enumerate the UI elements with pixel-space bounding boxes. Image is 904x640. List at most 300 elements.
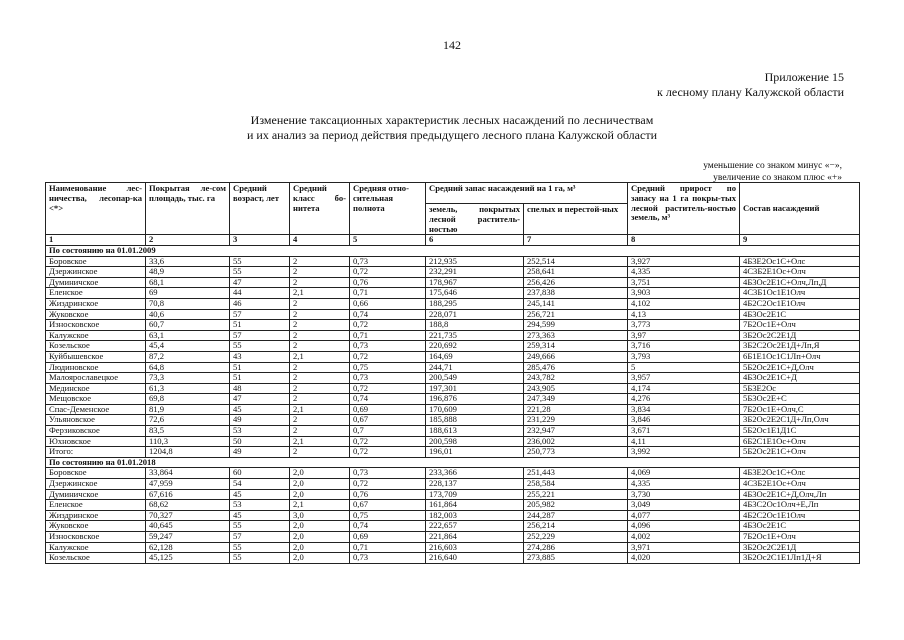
- table-row: [46, 500, 860, 511]
- cell-average-growth: 3,957: [628, 373, 740, 384]
- cell-average-growth: 3,049: [628, 500, 740, 511]
- cell-forestry-name: Жиздринское: [46, 510, 146, 521]
- cell-stock-forested: 175,646: [426, 288, 524, 299]
- cell-average-growth: 3,793: [628, 351, 740, 362]
- cell-site-class: 2: [290, 277, 350, 288]
- section-label: По состоянию на 01.01.2018: [46, 457, 860, 468]
- cell-average-age: 55: [230, 256, 290, 267]
- cell-relative-density: 0,74: [350, 521, 426, 532]
- cell-stock-mature: 258,584: [524, 479, 628, 490]
- cell-average-growth: 4,096: [628, 521, 740, 532]
- cell-average-age: 53: [230, 500, 290, 511]
- cell-stock-mature: 243,905: [524, 383, 628, 394]
- cell-composition: 4Б3Ос2Е1С: [740, 309, 860, 320]
- cell-forestry-name: Износковское: [46, 532, 146, 543]
- cell-average-age: 45: [230, 404, 290, 415]
- cell-composition: 4Б3Ос2Е1С: [740, 521, 860, 532]
- cell-stock-forested: 185,888: [426, 415, 524, 426]
- cell-composition: 5Б2Ос1Е1Д1С: [740, 426, 860, 437]
- cell-average-growth: 3,927: [628, 256, 740, 267]
- cell-composition: 3Б2Ос2Е2С1Д+Лп,Олч: [740, 415, 860, 426]
- cell-forested-area: 68,1: [146, 277, 230, 288]
- cell-site-class: 2,1: [290, 288, 350, 299]
- cell-composition: 4Б3Е2Ос1С+Олс: [740, 256, 860, 267]
- cell-forested-area: 61,3: [146, 383, 230, 394]
- cell-stock-forested: 200,598: [426, 436, 524, 447]
- header-forestry: Наименование лес-ничества, лесопар-ка <*>: [46, 183, 146, 235]
- cell-forested-area: 81,9: [146, 404, 230, 415]
- cell-stock-forested: 170,609: [426, 404, 524, 415]
- cell-average-age: 48: [230, 383, 290, 394]
- cell-forestry-name: Итого:: [46, 447, 146, 458]
- cell-composition: 6Б2С1Е1Ос+Олч: [740, 436, 860, 447]
- table-row: [46, 256, 860, 267]
- cell-average-age: 45: [230, 489, 290, 500]
- cell-composition: 4Б2С2Ос1Е1Олч: [740, 298, 860, 309]
- column-number: 4: [290, 235, 350, 246]
- cell-stock-mature: 245,141: [524, 298, 628, 309]
- cell-stock-forested: 221,735: [426, 330, 524, 341]
- cell-average-age: 49: [230, 447, 290, 458]
- appendix-line-2: к лесному плану Калужской области: [657, 85, 844, 99]
- cell-site-class: 2,0: [290, 542, 350, 553]
- cell-stock-mature: 232,947: [524, 426, 628, 437]
- cell-stock-mature: 252,229: [524, 532, 628, 543]
- cell-forested-area: 110,3: [146, 436, 230, 447]
- cell-average-growth: 4,335: [628, 479, 740, 490]
- cell-forestry-name: Спас-Деменское: [46, 404, 146, 415]
- header-site-class: Средний класс бо-нитета: [290, 183, 350, 235]
- cell-forested-area: 69: [146, 288, 230, 299]
- cell-forestry-name: Боровское: [46, 256, 146, 267]
- column-number: 1: [46, 235, 146, 246]
- cell-average-age: 49: [230, 415, 290, 426]
- cell-relative-density: 0,73: [350, 341, 426, 352]
- cell-average-age: 47: [230, 277, 290, 288]
- cell-average-age: 45: [230, 510, 290, 521]
- cell-relative-density: 0,76: [350, 489, 426, 500]
- cell-forested-area: 59,247: [146, 532, 230, 543]
- cell-relative-density: 0,71: [350, 288, 426, 299]
- column-number: 2: [146, 235, 230, 246]
- cell-relative-density: 0,72: [350, 383, 426, 394]
- cell-stock-forested: 233,366: [426, 468, 524, 479]
- title-line-1: Изменение таксационных характеристик лесных насаждений по лесничествам: [250, 113, 654, 127]
- page-number: 142: [443, 38, 461, 52]
- cell-forestry-name: Износковское: [46, 320, 146, 331]
- cell-forestry-name: Калужское: [46, 330, 146, 341]
- cell-average-age: 50: [230, 436, 290, 447]
- cell-average-age: 57: [230, 309, 290, 320]
- cell-relative-density: 0,73: [350, 553, 426, 564]
- cell-relative-density: 0,74: [350, 309, 426, 320]
- cell-stock-forested: 222,657: [426, 521, 524, 532]
- cell-composition: 4С3Б2Е1Ос+Олч: [740, 267, 860, 278]
- cell-forested-area: 1204,8: [146, 447, 230, 458]
- cell-forested-area: 64,8: [146, 362, 230, 373]
- cell-forestry-name: Куйбышевское: [46, 351, 146, 362]
- cell-site-class: 2,0: [290, 532, 350, 543]
- cell-average-growth: 3,992: [628, 447, 740, 458]
- cell-stock-mature: 236,002: [524, 436, 628, 447]
- cell-forested-area: 69,8: [146, 394, 230, 405]
- cell-average-growth: 3,97: [628, 330, 740, 341]
- cell-average-growth: 4,276: [628, 394, 740, 405]
- cell-forested-area: 45,125: [146, 553, 230, 564]
- cell-forested-area: 87,2: [146, 351, 230, 362]
- cell-site-class: 2: [290, 383, 350, 394]
- table-row: [46, 553, 860, 564]
- cell-stock-mature: 258,641: [524, 267, 628, 278]
- table-row: [46, 542, 860, 553]
- cell-stock-mature: 285,476: [524, 362, 628, 373]
- cell-relative-density: 0,72: [350, 267, 426, 278]
- cell-stock-mature: 221,28: [524, 404, 628, 415]
- cell-stock-forested: 212,935: [426, 256, 524, 267]
- cell-stock-forested: 178,967: [426, 277, 524, 288]
- cell-stock-mature: 273,885: [524, 553, 628, 564]
- cell-composition: 4С3Б1Ос1Е1Олч: [740, 288, 860, 299]
- cell-stock-mature: 255,221: [524, 489, 628, 500]
- cell-forestry-name: Думиничское: [46, 489, 146, 500]
- cell-relative-density: 0,7: [350, 426, 426, 437]
- header-composition: Состав насаждений: [740, 183, 860, 235]
- cell-average-age: 43: [230, 351, 290, 362]
- cell-forested-area: 45,4: [146, 341, 230, 352]
- cell-average-growth: 4,069: [628, 468, 740, 479]
- cell-forestry-name: Мещовское: [46, 394, 146, 405]
- cell-composition: 5Б3Ос2Е+С: [740, 394, 860, 405]
- cell-forested-area: 48,9: [146, 267, 230, 278]
- section-header-row: [46, 457, 860, 468]
- cell-forested-area: 63,1: [146, 330, 230, 341]
- cell-average-growth: 4,102: [628, 298, 740, 309]
- cell-average-age: 46: [230, 298, 290, 309]
- cell-site-class: 2: [290, 267, 350, 278]
- cell-forestry-name: Юхновское: [46, 436, 146, 447]
- header-stock-mature: спелых и перестой-ных: [524, 204, 628, 235]
- cell-site-class: 2,1: [290, 436, 350, 447]
- cell-stock-forested: 196,876: [426, 394, 524, 405]
- cell-stock-mature: 259,314: [524, 341, 628, 352]
- cell-average-growth: 3,834: [628, 404, 740, 415]
- cell-site-class: 2: [290, 320, 350, 331]
- table-row: [46, 521, 860, 532]
- cell-composition: 5Б2Ос2Е1С+Д,Олч: [740, 362, 860, 373]
- table-row: [46, 510, 860, 521]
- column-number: 9: [740, 235, 860, 246]
- cell-relative-density: 0,73: [350, 256, 426, 267]
- cell-forested-area: 67,616: [146, 489, 230, 500]
- column-number: 5: [350, 235, 426, 246]
- cell-composition: 3Б2Ос2С2Е1Д: [740, 330, 860, 341]
- section-label: По состоянию на 01.01.2009: [46, 245, 860, 256]
- table-row: [46, 267, 860, 278]
- table-row: [46, 447, 860, 458]
- cell-forestry-name: Боровское: [46, 468, 146, 479]
- cell-average-growth: 5: [628, 362, 740, 373]
- cell-composition: 3Б2Ос2С2Е1Д: [740, 542, 860, 553]
- cell-stock-forested: 228,137: [426, 479, 524, 490]
- cell-site-class: 2,0: [290, 521, 350, 532]
- cell-composition: 4Б3Ос2Е1С+Олч,Лп,Д: [740, 277, 860, 288]
- cell-relative-density: 0,71: [350, 330, 426, 341]
- table-row: [46, 404, 860, 415]
- cell-stock-mature: 243,782: [524, 373, 628, 384]
- table-row: [46, 468, 860, 479]
- cell-average-growth: 4,335: [628, 267, 740, 278]
- cell-average-growth: 3,716: [628, 341, 740, 352]
- table-row: [46, 309, 860, 320]
- cell-average-growth: 4,020: [628, 553, 740, 564]
- cell-stock-forested: 232,291: [426, 267, 524, 278]
- cell-forested-area: 70,327: [146, 510, 230, 521]
- cell-relative-density: 0,72: [350, 320, 426, 331]
- cell-average-growth: 4,174: [628, 383, 740, 394]
- cell-average-age: 55: [230, 542, 290, 553]
- cell-composition: 7Б2Ос1Е+Олч: [740, 320, 860, 331]
- cell-forestry-name: Жиздринское: [46, 298, 146, 309]
- table-row: [46, 489, 860, 500]
- cell-relative-density: 0,72: [350, 351, 426, 362]
- appendix-line-1: Приложение 15: [764, 70, 844, 84]
- cell-relative-density: 0,74: [350, 394, 426, 405]
- table-row: [46, 383, 860, 394]
- cell-forestry-name: Еленское: [46, 500, 146, 511]
- cell-stock-mature: 250,773: [524, 447, 628, 458]
- table-row: [46, 426, 860, 437]
- header-average-stock-group: Средний запас насаждений на 1 га, м³: [426, 183, 628, 204]
- appendix-caption: [657, 70, 844, 100]
- table-row: [46, 532, 860, 543]
- cell-stock-forested: 188,8: [426, 320, 524, 331]
- cell-forested-area: 33,6: [146, 256, 230, 267]
- cell-average-growth: 3,671: [628, 426, 740, 437]
- table-row: [46, 341, 860, 352]
- table-row: [46, 394, 860, 405]
- cell-relative-density: 0,72: [350, 436, 426, 447]
- cell-forested-area: 40,645: [146, 521, 230, 532]
- cell-stock-mature: 274,286: [524, 542, 628, 553]
- cell-site-class: 2,0: [290, 468, 350, 479]
- table-row: [46, 362, 860, 373]
- cell-stock-mature: 256,721: [524, 309, 628, 320]
- cell-composition: 5Б3Е2Ос: [740, 383, 860, 394]
- cell-average-growth: 3,971: [628, 542, 740, 553]
- header-average-growth: Средний прирост по запасу на 1 га покры-тых лесной раститель-ностью земель, м³: [628, 183, 740, 235]
- cell-forested-area: 72,6: [146, 415, 230, 426]
- cell-forested-area: 70,8: [146, 298, 230, 309]
- table-row: [46, 479, 860, 490]
- cell-stock-mature: 252,514: [524, 256, 628, 267]
- cell-site-class: 3,0: [290, 510, 350, 521]
- cell-relative-density: 0,75: [350, 510, 426, 521]
- cell-average-growth: 3,846: [628, 415, 740, 426]
- cell-forestry-name: Людиновское: [46, 362, 146, 373]
- column-number: 8: [628, 235, 740, 246]
- cell-stock-mature: 205,982: [524, 500, 628, 511]
- cell-average-age: 47: [230, 394, 290, 405]
- cell-site-class: 2: [290, 447, 350, 458]
- cell-stock-mature: 237,838: [524, 288, 628, 299]
- cell-forestry-name: Козельское: [46, 553, 146, 564]
- cell-average-growth: 4,077: [628, 510, 740, 521]
- column-number: 3: [230, 235, 290, 246]
- cell-average-growth: 3,903: [628, 288, 740, 299]
- cell-site-class: 2,0: [290, 479, 350, 490]
- cell-stock-mature: 249,666: [524, 351, 628, 362]
- cell-average-age: 55: [230, 267, 290, 278]
- cell-site-class: 2,1: [290, 351, 350, 362]
- cell-average-age: 57: [230, 330, 290, 341]
- cell-site-class: 2,0: [290, 553, 350, 564]
- cell-stock-forested: 221,864: [426, 532, 524, 543]
- cell-forested-area: 62,128: [146, 542, 230, 553]
- cell-stock-forested: 196,01: [426, 447, 524, 458]
- cell-average-growth: 4,11: [628, 436, 740, 447]
- cell-relative-density: 0,71: [350, 542, 426, 553]
- cell-composition: 6Б1Е1Ос1С1Лп+Олч: [740, 351, 860, 362]
- title-line-2: и их анализ за период действия предыдущего лесного плана Калужской области: [247, 128, 657, 142]
- cell-forestry-name: Козельское: [46, 341, 146, 352]
- table-row: [46, 320, 860, 331]
- cell-forestry-name: Ульяновское: [46, 415, 146, 426]
- note-line-2: увеличение со знаком плюс «+»: [713, 173, 842, 183]
- cell-forestry-name: Еленское: [46, 288, 146, 299]
- cell-site-class: 2,1: [290, 500, 350, 511]
- cell-average-age: 60: [230, 468, 290, 479]
- table-row: [46, 288, 860, 299]
- cell-average-age: 57: [230, 532, 290, 543]
- cell-stock-forested: 200,549: [426, 373, 524, 384]
- forest-stand-table: [45, 182, 860, 564]
- cell-relative-density: 0,73: [350, 373, 426, 384]
- cell-average-age: 51: [230, 373, 290, 384]
- cell-composition: 4Б3Ос2Е1С+Д: [740, 373, 860, 384]
- cell-site-class: 2: [290, 373, 350, 384]
- cell-composition: 4С3Б2Е1Ос+Олч: [740, 479, 860, 490]
- cell-average-age: 44: [230, 288, 290, 299]
- cell-site-class: 2: [290, 362, 350, 373]
- cell-average-age: 55: [230, 553, 290, 564]
- cell-stock-forested: 161,864: [426, 500, 524, 511]
- cell-stock-forested: 228,071: [426, 309, 524, 320]
- cell-composition: 4Б3Ос2Е1С+Д,Олч,Лп: [740, 489, 860, 500]
- cell-site-class: 2: [290, 426, 350, 437]
- cell-stock-forested: 216,603: [426, 542, 524, 553]
- table-row: [46, 298, 860, 309]
- cell-stock-forested: 188,613: [426, 426, 524, 437]
- cell-site-class: 2: [290, 330, 350, 341]
- cell-composition: 4Б3С2Ос1Олч+Е,Лп: [740, 500, 860, 511]
- cell-relative-density: 0,67: [350, 415, 426, 426]
- cell-site-class: 2: [290, 309, 350, 320]
- cell-forestry-name: Мединское: [46, 383, 146, 394]
- cell-site-class: 2,0: [290, 489, 350, 500]
- header-relative-density: Средняя отно-сительная полнота: [350, 183, 426, 235]
- cell-forested-area: 73,3: [146, 373, 230, 384]
- table-row: [46, 415, 860, 426]
- column-number: 7: [524, 235, 628, 246]
- cell-relative-density: 0,69: [350, 532, 426, 543]
- cell-stock-forested: 173,709: [426, 489, 524, 500]
- table-row: [46, 351, 860, 362]
- cell-composition: 7Б2Ос1Е+Олч,С: [740, 404, 860, 415]
- note-line-1: уменьшение со знаком минус «−»,: [703, 161, 842, 171]
- cell-forestry-name: Калужское: [46, 542, 146, 553]
- cell-forested-area: 60,7: [146, 320, 230, 331]
- cell-average-age: 55: [230, 521, 290, 532]
- cell-stock-mature: 256,426: [524, 277, 628, 288]
- cell-stock-forested: 164,69: [426, 351, 524, 362]
- cell-average-growth: 4,13: [628, 309, 740, 320]
- table-row: [46, 277, 860, 288]
- cell-relative-density: 0,73: [350, 468, 426, 479]
- cell-stock-mature: 247,349: [524, 394, 628, 405]
- cell-average-age: 55: [230, 341, 290, 352]
- cell-composition: 4Б3Е2Ос1С+Олс: [740, 468, 860, 479]
- cell-relative-density: 0,72: [350, 479, 426, 490]
- cell-stock-forested: 220,692: [426, 341, 524, 352]
- cell-stock-forested: 216,640: [426, 553, 524, 564]
- table-row: [46, 373, 860, 384]
- cell-relative-density: 0,66: [350, 298, 426, 309]
- cell-forested-area: 33,864: [146, 468, 230, 479]
- cell-forestry-name: Жуковское: [46, 309, 146, 320]
- cell-forested-area: 68,62: [146, 500, 230, 511]
- cell-stock-mature: 273,363: [524, 330, 628, 341]
- cell-site-class: 2,1: [290, 404, 350, 415]
- cell-site-class: 2: [290, 415, 350, 426]
- sign-note: [703, 160, 842, 184]
- cell-site-class: 2: [290, 298, 350, 309]
- cell-average-age: 54: [230, 479, 290, 490]
- column-number: 6: [426, 235, 524, 246]
- cell-composition: 3Б2С2Ос2Е1Д+Лп,Я: [740, 341, 860, 352]
- cell-composition: 4Б2С2Ос1Е1Олч: [740, 510, 860, 521]
- cell-relative-density: 0,67: [350, 500, 426, 511]
- section-header-row: [46, 245, 860, 256]
- cell-forested-area: 40,6: [146, 309, 230, 320]
- cell-forestry-name: Жуковское: [46, 521, 146, 532]
- header-forested-area: Покрытая ле-сом площадь, тыс. га: [146, 183, 230, 235]
- cell-relative-density: 0,72: [350, 447, 426, 458]
- cell-relative-density: 0,69: [350, 404, 426, 415]
- cell-forestry-name: Думиничское: [46, 277, 146, 288]
- cell-composition: 7Б2Ос1Е+Олч: [740, 532, 860, 543]
- cell-forestry-name: Дзержинское: [46, 479, 146, 490]
- cell-forested-area: 47,959: [146, 479, 230, 490]
- cell-site-class: 2: [290, 394, 350, 405]
- cell-stock-mature: 244,287: [524, 510, 628, 521]
- cell-average-growth: 4,002: [628, 532, 740, 543]
- cell-forested-area: 83,5: [146, 426, 230, 437]
- table-row: [46, 330, 860, 341]
- cell-average-growth: 3,730: [628, 489, 740, 500]
- cell-stock-mature: 231,229: [524, 415, 628, 426]
- cell-average-growth: 3,751: [628, 277, 740, 288]
- cell-stock-mature: 294,599: [524, 320, 628, 331]
- cell-composition: 5Б2Ос2Е1С+Олч: [740, 447, 860, 458]
- cell-stock-mature: 256,214: [524, 521, 628, 532]
- cell-average-age: 53: [230, 426, 290, 437]
- cell-forestry-name: Ферзиковское: [46, 426, 146, 437]
- table-row: [46, 436, 860, 447]
- cell-site-class: 2: [290, 256, 350, 267]
- cell-stock-forested: 182,003: [426, 510, 524, 521]
- column-number-row: [46, 235, 860, 246]
- document-title: [0, 113, 904, 143]
